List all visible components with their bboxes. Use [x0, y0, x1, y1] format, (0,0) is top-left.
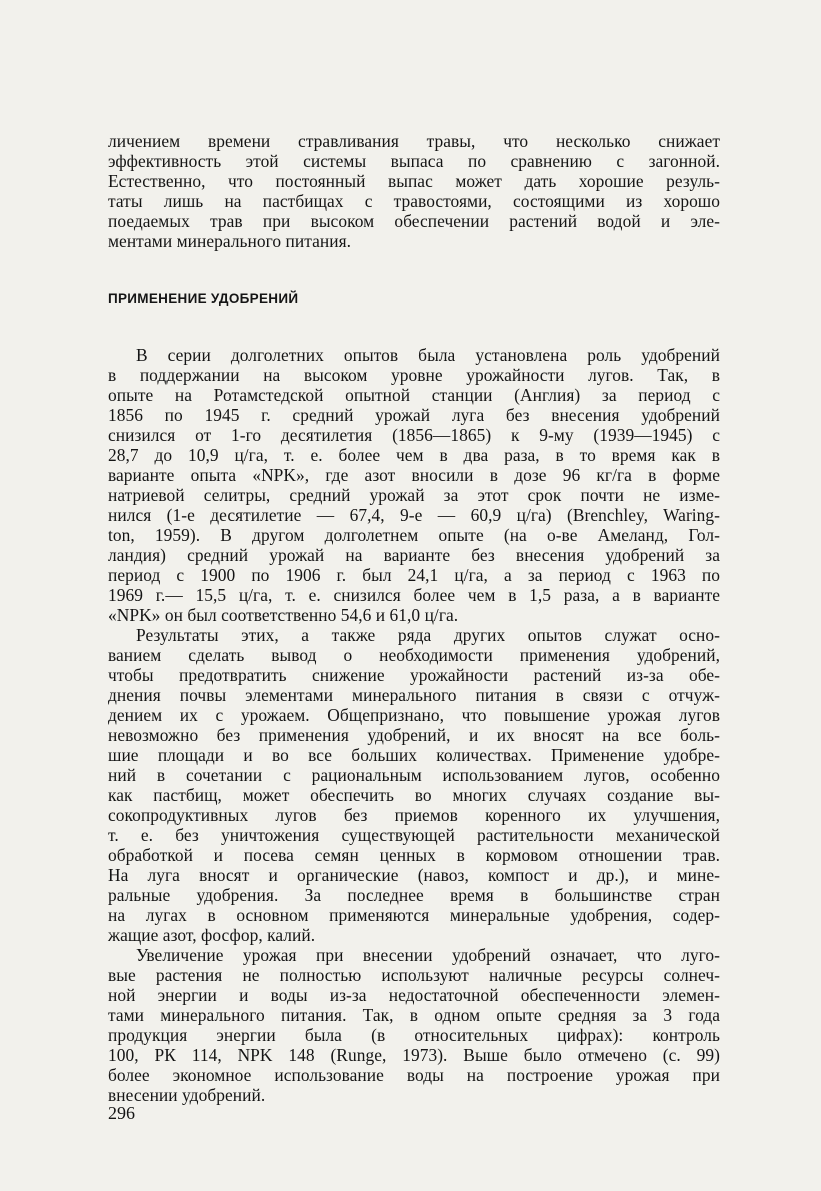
text-line: более экономное использование воды на построение урожая при	[108, 1065, 720, 1085]
page-number: 296	[108, 1103, 135, 1123]
text-line: На луга вносят и органические (навоз, компост и др.), и мине-	[108, 865, 720, 885]
text-line: жащие азот, фосфор, калий.	[108, 925, 316, 945]
text-line: ванием сделать вывод о необходимости применения удобрений,	[108, 645, 720, 665]
text-line: 28,7 до 10,9 ц/га, т. е. более чем в два раза, в то время как в	[108, 445, 720, 465]
text-line: ton, 1959). В другом долголетнем опыте (на о-ве Амеланд, Гол-	[108, 525, 720, 545]
text-line: вые растения не полностью используют наличные ресурсы солнеч-	[108, 965, 720, 985]
text-line: период с 1900 по 1906 г. был 24,1 ц/га, а за период с 1963 по	[108, 565, 720, 585]
text-line: поедаемых трав при высоком обеспечении растений водой и эле-	[108, 211, 720, 231]
text-line: сокопродуктивных лугов без приемов коренного их улучшения,	[108, 805, 720, 825]
text-line: ландия) средний урожай на варианте без внесения удобрений за	[108, 545, 720, 565]
text-line: варианте опыта «NPK», где азот вносили в дозе 96 кг/га в форме	[108, 465, 720, 485]
text-line: обработкой и посева семян ценных в кормовом отношении трав.	[108, 845, 720, 865]
text-line: невозможно без применения удобрений, и их вносят на все боль-	[108, 725, 720, 745]
text-line: нился (1-е десятилетие — 67,4, 9-е — 60,9 ц/га) (Brenchley, Waring-	[108, 505, 720, 525]
text-line: «NPK» он был соответственно 54,6 и 61,0 ц/га.	[108, 605, 459, 625]
text-line: днения почвы элементами минерального питания в связи с отчуж-	[108, 685, 720, 705]
text-line: Естественно, что постоянный выпас может дать хорошие резуль-	[108, 171, 720, 191]
text-line: тами минерального питания. Так, в одном опыте средняя за 3 года	[108, 1005, 720, 1025]
text-line: т. е. без уничтожения существующей растительности механической	[108, 825, 720, 845]
text-line: продукция энергии была (в относительных цифрах): контроль	[108, 1025, 720, 1045]
text-line: ной энергии и воды из-за недостаточной обеспеченности элемен-	[108, 985, 720, 1005]
text-line: снизился от 1-го десятилетия (1856—1865) к 9-му (1939—1945) с	[108, 425, 720, 445]
text-line: эффективность этой системы выпаса по сравнению с загонной.	[108, 151, 720, 171]
text-line: ральные удобрения. За последнее время в большинстве стран	[108, 885, 720, 905]
text-line: внесении удобрений.	[108, 1085, 266, 1105]
text-line: на лугах в основном применяются минеральные удобрения, содер-	[108, 905, 720, 925]
text-line: опыте на Ротамстедской опытной станции (Англия) за период с	[108, 385, 720, 405]
text-line: личением времени стравливания травы, что несколько снижает	[108, 131, 720, 151]
text-line: 100, РК 114, NPK 148 (Runge, 1973). Выше было отмечено (с. 99)	[108, 1045, 720, 1065]
text-line: 1856 по 1945 г. средний урожай луга без внесения удобрений	[108, 405, 720, 425]
text-line: в поддержании на высоком уровне урожайности лугов. Так, в	[108, 365, 720, 385]
text-line: шие площади и во все больших количествах. Применение удобре-	[108, 745, 720, 765]
section-heading: ПРИМЕНЕНИЕ УДОБРЕНИЙ	[108, 291, 299, 306]
text-line: ний в сочетании с рациональным использованием лугов, особенно	[108, 765, 720, 785]
text-line: таты лишь на пастбищах с травостоями, состоящими из хорошо	[108, 191, 720, 211]
text-line: 1969 г.— 15,5 ц/га, т. е. снизился более чем в 1,5 раза, а в варианте	[108, 585, 720, 605]
text-line: ментами минерального питания.	[108, 231, 352, 251]
text-line: чтобы предотвратить снижение урожайности растений из-за обе-	[108, 665, 720, 685]
text-line: как пастбищ, может обеспечить во многих случаях создание вы-	[108, 785, 720, 805]
text-line: натриевой селитры, средний урожай за этот срок почти не изме-	[108, 485, 720, 505]
text-line: В серии долголетних опытов была установлена роль удобрений	[136, 345, 720, 365]
text-line: Результаты этих, а также ряда других опытов служат осно-	[136, 625, 720, 645]
text-line: дением их с урожаем. Общепризнано, что повышение урожая лугов	[108, 705, 720, 725]
text-line: Увеличение урожая при внесении удобрений означает, что луго-	[136, 945, 720, 965]
